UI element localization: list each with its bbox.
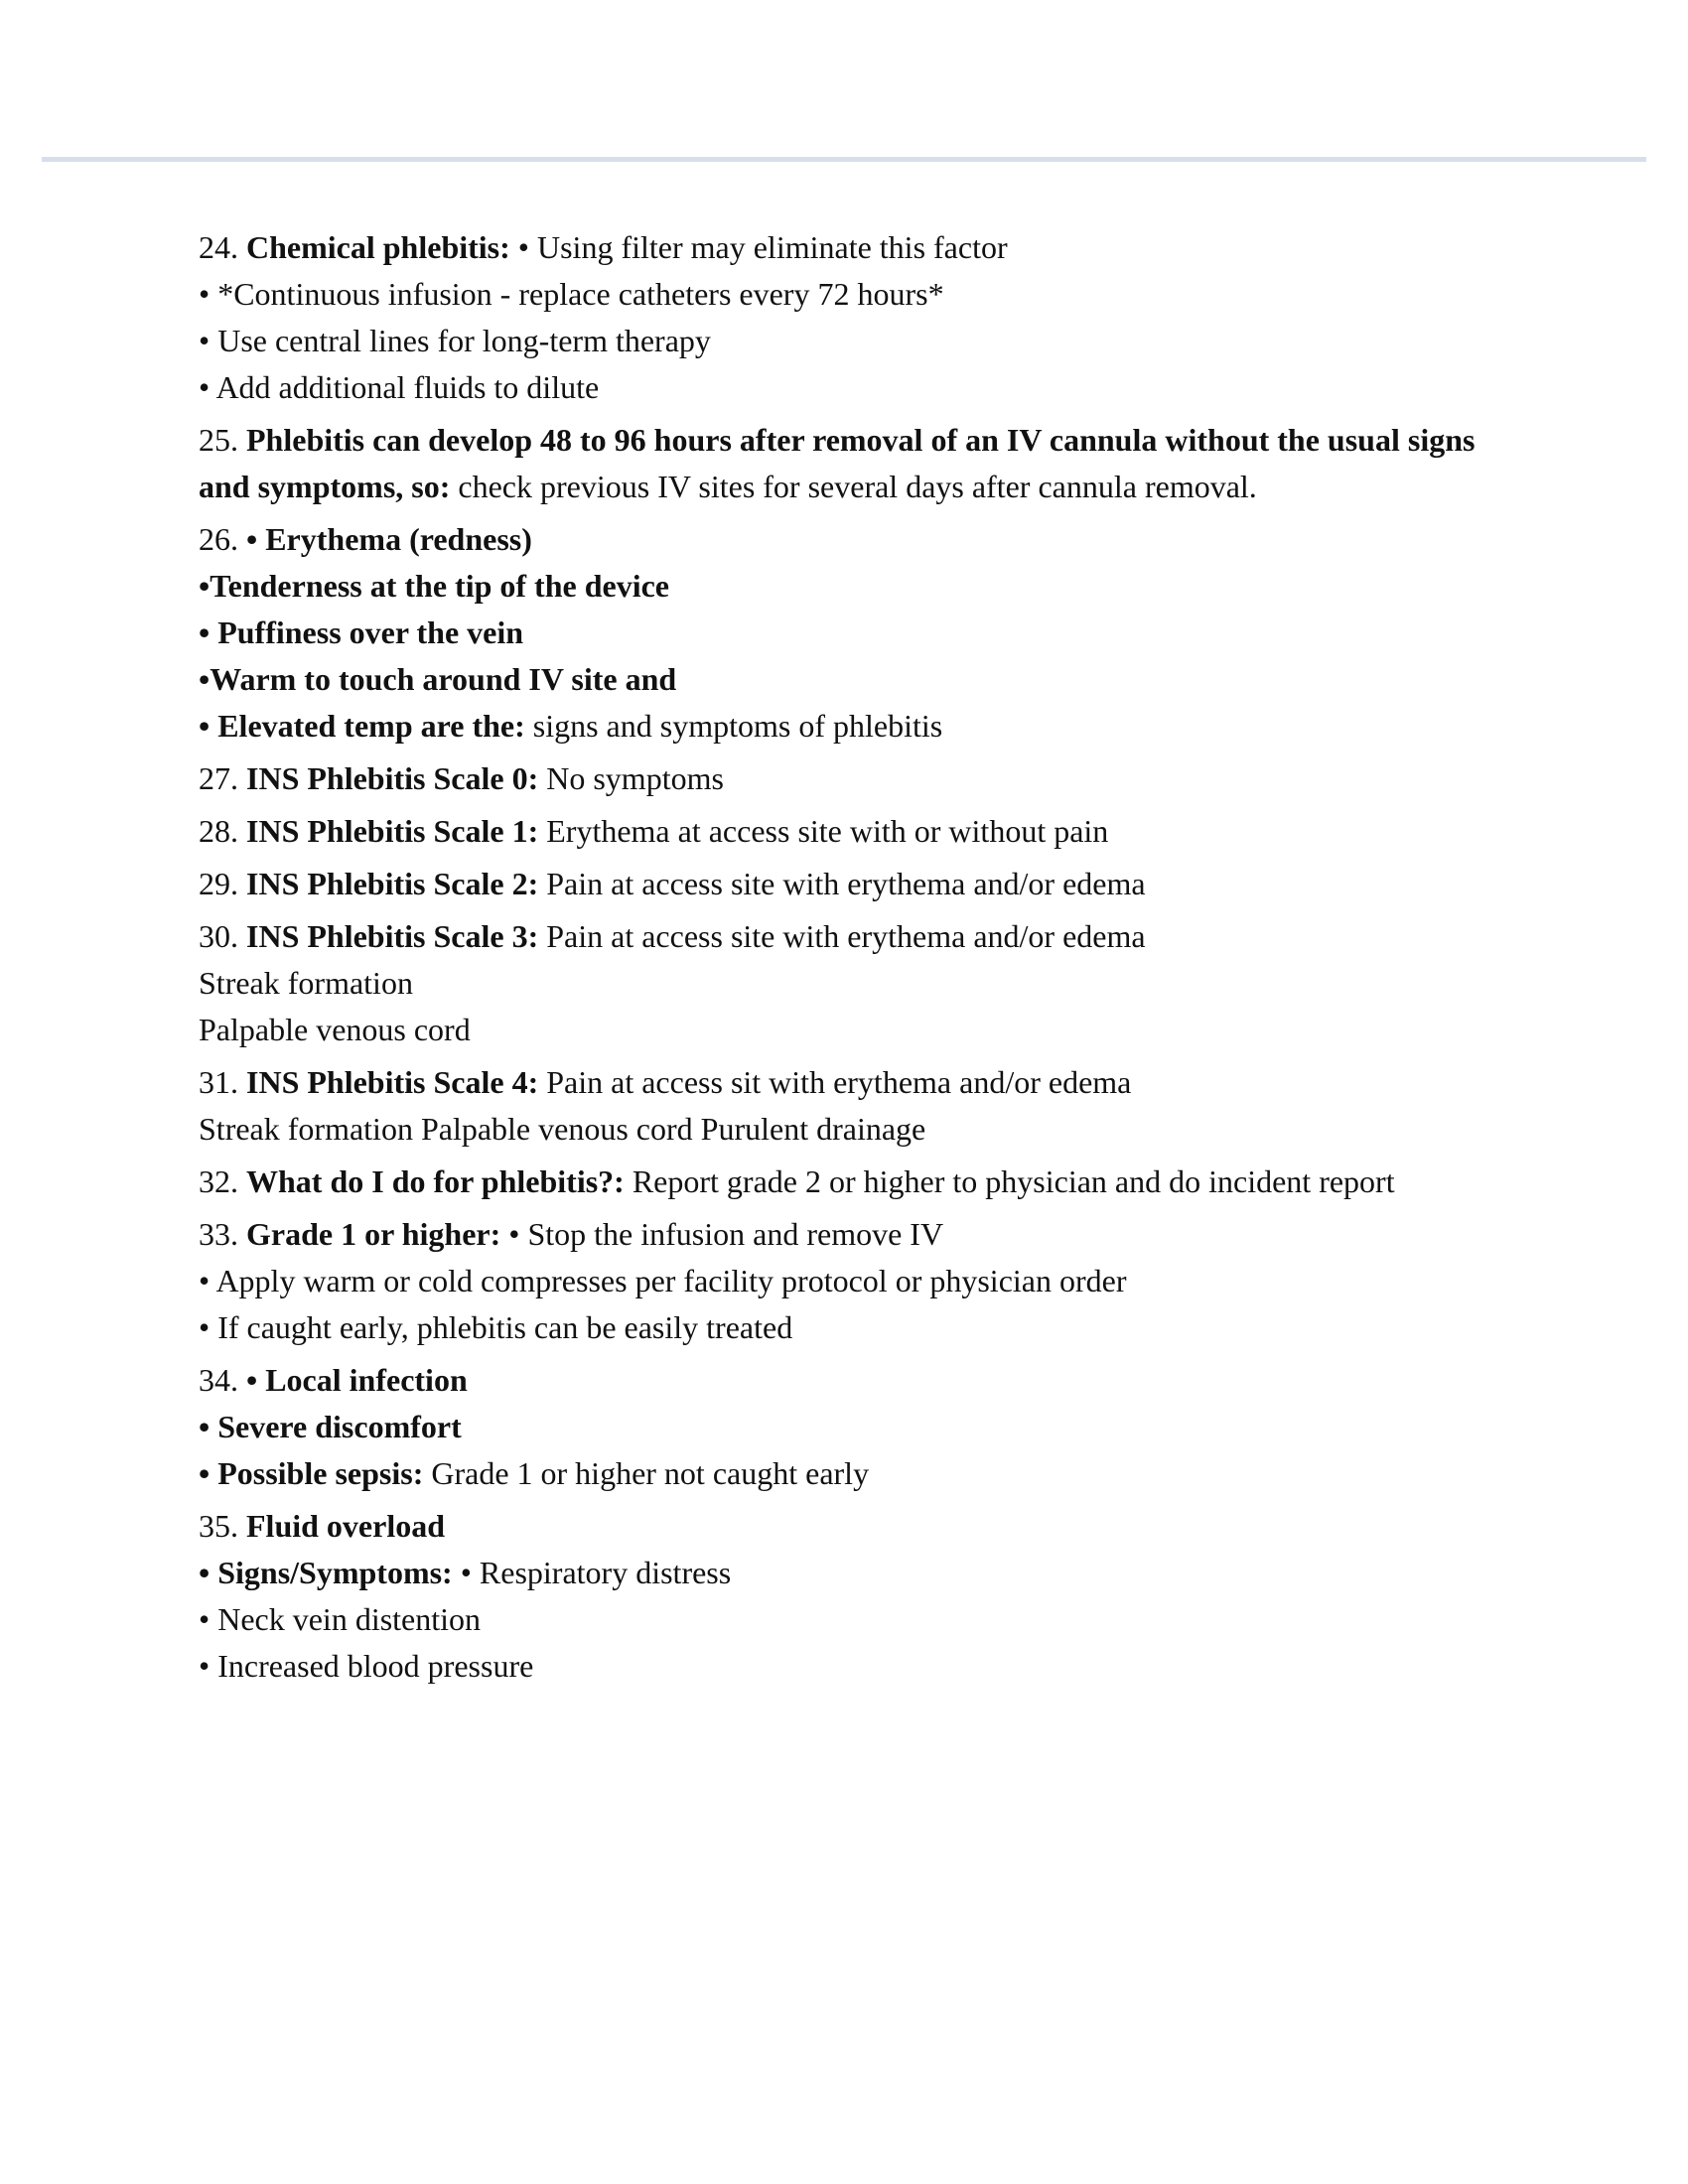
note-line [199, 417, 1489, 510]
note-line [199, 271, 1489, 318]
entry-number: 32. [199, 1163, 238, 1199]
note-entry [199, 913, 1489, 1053]
bold-term: •Tenderness at the tip of the device [199, 568, 669, 604]
bold-term: Chemical phlebitis: [246, 229, 510, 265]
bold-term: INS Phlebitis Scale 3: [246, 918, 539, 954]
note-text: Pain at access site with erythema and/or edema [538, 918, 1146, 954]
bold-term: • Erythema (redness) [246, 521, 532, 557]
header-divider [42, 157, 1646, 162]
entry-number: 24. [199, 229, 238, 265]
note-line [199, 1643, 1489, 1690]
note-text: signs and symptoms of phlebitis [524, 708, 943, 744]
note-line [199, 960, 1489, 1007]
note-line [199, 1550, 1489, 1596]
bold-term: • Puffiness over the vein [199, 614, 524, 650]
bold-term: INS Phlebitis Scale 4: [246, 1064, 539, 1100]
bold-term: What do I do for phlebitis?: [246, 1163, 625, 1199]
entry-number: 35. [199, 1508, 238, 1544]
note-entry [199, 224, 1489, 411]
bold-term: Phlebitis can develop 48 to 96 hours after removal of an IV cannula without the usual signs and symptoms, so: [199, 422, 1476, 504]
note-text: • Neck vein distention [199, 1601, 482, 1637]
note-entry [199, 1059, 1489, 1153]
note-line [199, 1258, 1489, 1304]
note-text: • Using filter may eliminate this factor [509, 229, 1008, 265]
note-line [199, 516, 1489, 563]
note-entry [199, 808, 1489, 855]
entry-number: 34. [199, 1362, 238, 1398]
note-line [199, 1304, 1489, 1351]
note-line [199, 1404, 1489, 1450]
note-text: • Increased blood pressure [199, 1648, 534, 1684]
note-line [199, 808, 1489, 855]
note-entry [199, 516, 1489, 750]
entry-number: 30. [199, 918, 238, 954]
note-entry [199, 1159, 1489, 1205]
note-line [199, 224, 1489, 271]
note-text: • *Continuous infusion - replace catheters every 72 hours* [199, 276, 944, 312]
entry-number: 25. [199, 422, 238, 458]
note-text: check previous IV sites for several days after cannula removal. [450, 469, 1257, 504]
note-line [199, 913, 1489, 960]
entry-number: 27. [199, 760, 238, 796]
note-line [199, 1450, 1489, 1497]
note-text: • Respiratory distress [452, 1555, 732, 1590]
note-entry [199, 417, 1489, 510]
note-line [199, 703, 1489, 750]
note-entry [199, 861, 1489, 907]
entry-number: 29. [199, 866, 238, 901]
note-line [199, 1059, 1489, 1106]
note-line [199, 1106, 1489, 1153]
bold-term: • Local infection [246, 1362, 468, 1398]
note-line [199, 610, 1489, 656]
note-text: Report grade 2 or higher to physician and do incident report [624, 1163, 1395, 1199]
note-line [199, 861, 1489, 907]
bold-term: Fluid overload [246, 1508, 446, 1544]
note-text: Streak formation [199, 965, 413, 1001]
entry-number: 33. [199, 1216, 238, 1252]
entry-number: 26. [199, 521, 238, 557]
bold-term: INS Phlebitis Scale 1: [246, 813, 539, 849]
bold-term: •Warm to touch around IV site and [199, 661, 677, 697]
note-line [199, 1159, 1489, 1205]
note-entry [199, 1357, 1489, 1497]
entry-number: 28. [199, 813, 238, 849]
note-line [199, 656, 1489, 703]
note-text: Palpable venous cord [199, 1012, 471, 1047]
bold-term: Grade 1 or higher: [246, 1216, 501, 1252]
note-line [199, 563, 1489, 610]
entry-number: 31. [199, 1064, 238, 1100]
note-text: • Add additional fluids to dilute [199, 369, 600, 405]
note-line [199, 755, 1489, 802]
bold-term: • Elevated temp are the: [199, 708, 525, 744]
note-text: Grade 1 or higher not caught early [423, 1455, 870, 1491]
note-line [199, 1596, 1489, 1643]
study-notes [199, 224, 1489, 1696]
note-text: • Use central lines for long-term therapy [199, 323, 711, 358]
note-line [199, 1357, 1489, 1404]
note-line [199, 318, 1489, 364]
bold-term: INS Phlebitis Scale 2: [246, 866, 539, 901]
note-line [199, 1211, 1489, 1258]
note-entry [199, 1503, 1489, 1690]
note-text: • If caught early, phlebitis can be easily treated [199, 1309, 793, 1345]
note-line [199, 364, 1489, 411]
bold-term: • Severe discomfort [199, 1409, 462, 1444]
note-text: Pain at access sit with erythema and/or edema [538, 1064, 1132, 1100]
note-entry [199, 755, 1489, 802]
note-entry [199, 1211, 1489, 1351]
note-line [199, 1007, 1489, 1053]
note-text: No symptoms [538, 760, 724, 796]
note-text: Pain at access site with erythema and/or edema [538, 866, 1146, 901]
bold-term: INS Phlebitis Scale 0: [246, 760, 539, 796]
note-text: Streak formation Palpable venous cord Purulent drainage [199, 1111, 926, 1147]
note-line [199, 1503, 1489, 1550]
bold-term: • Signs/Symptoms: [199, 1555, 453, 1590]
bold-term: • Possible sepsis: [199, 1455, 424, 1491]
note-text: Erythema at access site with or without pain [538, 813, 1109, 849]
note-text: • Stop the infusion and remove IV [500, 1216, 944, 1252]
note-text: • Apply warm or cold compresses per facility protocol or physician order [199, 1263, 1127, 1298]
